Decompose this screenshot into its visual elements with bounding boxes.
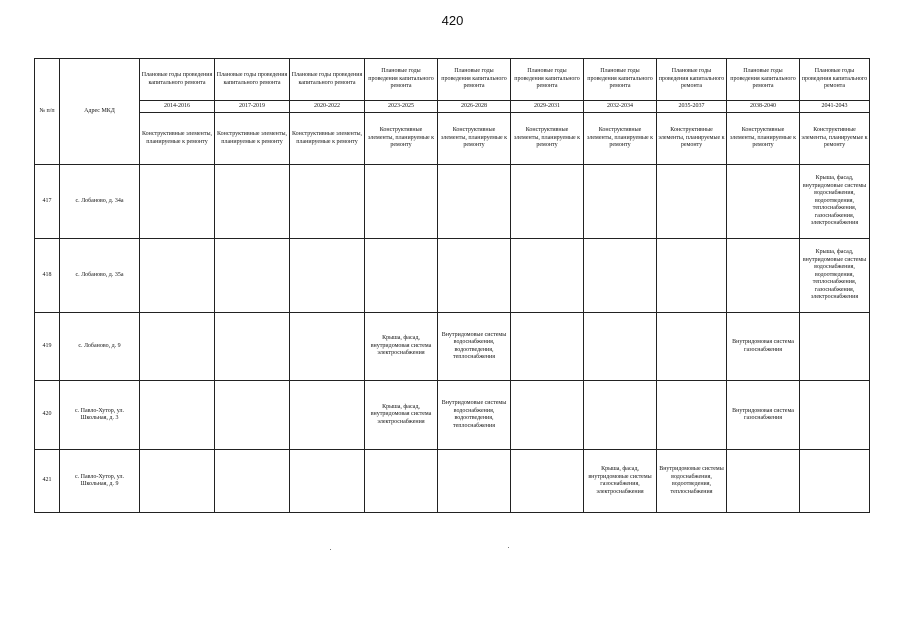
- period-years: 2041-2043: [800, 101, 870, 113]
- table-cell: [438, 239, 511, 313]
- table-cell: [140, 313, 215, 381]
- row-address: с. Павло-Хутор, ул. Школьная, д. 3: [60, 381, 140, 450]
- table-cell: [511, 450, 584, 513]
- table-cell: [584, 313, 657, 381]
- elements-header: Конструктивные элементы, планируемые к ремонту: [365, 113, 438, 165]
- table-row: [35, 313, 870, 381]
- period-years: 2029-2031: [511, 101, 584, 113]
- table-cell: [140, 381, 215, 450]
- column-header-address: Адрес МКД: [60, 59, 140, 165]
- period-years: 2023-2025: [365, 101, 438, 113]
- period-title: Плановые годы проведения капитального ремонта: [438, 59, 511, 101]
- period-years: 2014-2016: [140, 101, 215, 113]
- table-cell: [800, 313, 870, 381]
- period-years: 2020-2022: [290, 101, 365, 113]
- scan-speck: [330, 549, 331, 550]
- table-cell: Крыша, фасад, внутридомовая система электроснабжения: [365, 381, 438, 450]
- period-title: Плановые годы проведения капитального ремонта: [511, 59, 584, 101]
- table-cell: Крыша, фасад, внутридомовая система электроснабжения: [365, 313, 438, 381]
- period-years: 2026-2028: [438, 101, 511, 113]
- period-title: Плановые годы проведения капитального ремонта: [140, 59, 215, 101]
- table-row: [35, 165, 870, 239]
- table-cell: [290, 381, 365, 450]
- table-cell: [290, 313, 365, 381]
- row-number: 419: [35, 313, 60, 381]
- elements-header: Конструктивные элементы, планируемые к ремонту: [290, 113, 365, 165]
- row-address: с. Лобаново, д. 34а: [60, 165, 140, 239]
- table-cell: [438, 450, 511, 513]
- table-cell: [511, 313, 584, 381]
- table-cell: [511, 165, 584, 239]
- row-address: с. Лобаново, д. 9: [60, 313, 140, 381]
- table-cell: [215, 450, 290, 513]
- table-cell: [584, 165, 657, 239]
- table-cell: [657, 381, 727, 450]
- period-years: 2038-2040: [727, 101, 800, 113]
- table-cell: [584, 381, 657, 450]
- table-cell: [438, 165, 511, 239]
- elements-header: Конструктивные элементы, планируемые к ремонту: [511, 113, 584, 165]
- elements-header: Конструктивные элементы, планируемые к ремонту: [584, 113, 657, 165]
- header-row-years: [35, 101, 870, 113]
- table-cell: [657, 239, 727, 313]
- table-cell: [727, 239, 800, 313]
- table-cell: [215, 313, 290, 381]
- table-cell: Крыша, фасад, внутридомовые системы газоснабжения, электроснабжения: [584, 450, 657, 513]
- row-number: 421: [35, 450, 60, 513]
- table-cell: [657, 313, 727, 381]
- table-cell: [365, 165, 438, 239]
- period-years: 2032-2034: [584, 101, 657, 113]
- table-cell: [511, 239, 584, 313]
- elements-header: Конструктивные элементы, планируемые к ремонту: [438, 113, 511, 165]
- table-cell: [290, 165, 365, 239]
- row-number: 417: [35, 165, 60, 239]
- table-cell: [290, 450, 365, 513]
- scan-speck: [508, 547, 509, 548]
- table-cell: Крыша, фасад, внутридомовые системы водоснабжения, водоотведения, теплоснабжения, газоснабжения, электроснабжения: [800, 239, 870, 313]
- period-years: 2035-2037: [657, 101, 727, 113]
- table-cell: [140, 165, 215, 239]
- table-row: [35, 450, 870, 513]
- table-cell: [727, 165, 800, 239]
- row-address: с. Павло-Хутор, ул. Школьная, д. 9: [60, 450, 140, 513]
- period-years: 2017-2019: [215, 101, 290, 113]
- table-cell: [215, 381, 290, 450]
- page-number: 420: [441, 13, 464, 28]
- table-cell: Внутридомовая система газоснабжения: [727, 381, 800, 450]
- table-cell: [365, 450, 438, 513]
- period-title: Плановые годы проведения капитального ремонта: [365, 59, 438, 101]
- table-cell: [290, 239, 365, 313]
- table-cell: [140, 239, 215, 313]
- period-title: Плановые годы проведения капитального ремонта: [584, 59, 657, 101]
- elements-header: Конструктивные элементы, планируемые к ремонту: [657, 113, 727, 165]
- elements-header: Конструктивные элементы, планируемые к ремонту: [215, 113, 290, 165]
- elements-header: Конструктивные элементы, планируемые к ремонту: [727, 113, 800, 165]
- elements-header: Конструктивные элементы, планируемые к ремонту: [140, 113, 215, 165]
- period-title: Плановые годы проведения капитального ремонта: [727, 59, 800, 101]
- table-cell: [800, 450, 870, 513]
- column-header-number: № п/п: [35, 59, 60, 165]
- table-cell: Внутридомовые системы водоснабжения, водоотведения, теплоснабжения: [438, 313, 511, 381]
- table-cell: [584, 239, 657, 313]
- table-cell: [215, 165, 290, 239]
- table-cell: [727, 450, 800, 513]
- row-address: с. Лобаново, д. 35а: [60, 239, 140, 313]
- row-number: 418: [35, 239, 60, 313]
- row-number: 420: [35, 381, 60, 450]
- table-cell: [215, 239, 290, 313]
- table-cell: [800, 381, 870, 450]
- header-row-titles: [35, 59, 870, 101]
- table-cell: [140, 450, 215, 513]
- capital-repair-plan-table: [34, 58, 870, 513]
- table-cell: [511, 381, 584, 450]
- table-cell: [657, 165, 727, 239]
- period-title: Плановые годы проведения капитального ремонта: [215, 59, 290, 101]
- table-cell: Крыша, фасад, внутридомовые системы водоснабжения, водоотведения, теплоснабжения, газоснабжения, электроснабжения: [800, 165, 870, 239]
- period-title: Плановые годы проведения капитального ремонта: [657, 59, 727, 101]
- table-cell: Внутридомовые системы водоснабжения, водоотведения, теплоснабжения: [657, 450, 727, 513]
- table-row: [35, 239, 870, 313]
- elements-header: Конструктивные элементы, планируемые к ремонту: [800, 113, 870, 165]
- period-title: Плановые годы проведения капитального ремонта: [800, 59, 870, 101]
- period-title: Плановые годы проведения капитального ремонта: [290, 59, 365, 101]
- header-row-elements: [35, 113, 870, 165]
- table-cell: Внутридомовые системы водоснабжения, водоотведения, теплоснабжения: [438, 381, 511, 450]
- table-cell: [365, 239, 438, 313]
- table-cell: Внутридомовая система газоснабжения: [727, 313, 800, 381]
- table-row: [35, 381, 870, 450]
